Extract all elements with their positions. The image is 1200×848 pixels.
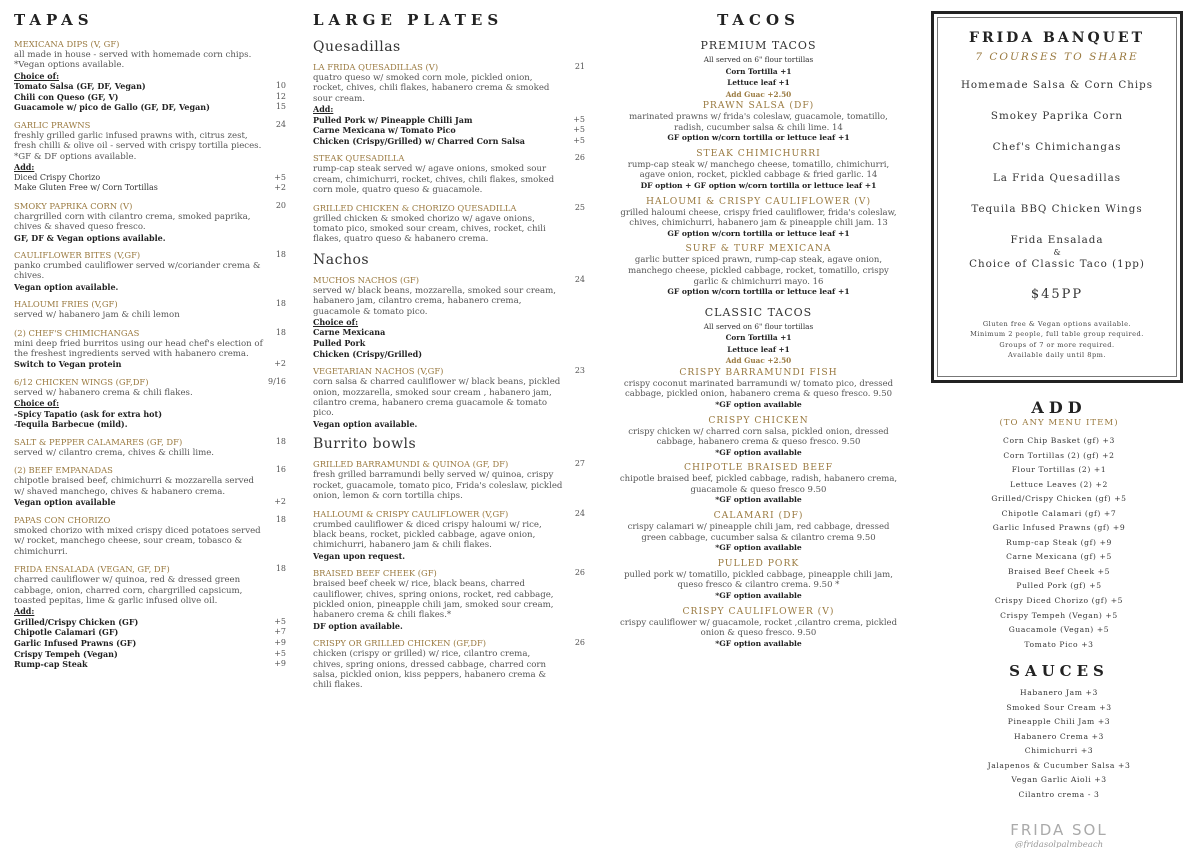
addon-row <box>14 497 286 508</box>
addon-label: Diced Crispy Chorizo <box>14 172 101 182</box>
item-name: STEAK QUESADILLA <box>313 153 405 164</box>
addon-price: +2 <box>274 183 286 193</box>
item-price: 26 <box>574 638 585 648</box>
addon-label: Make Gluten Free w/ Corn Tortillas <box>14 183 158 193</box>
addon-label: Guacamole w/ pico de Gallo (GF, DF, Vegan) <box>14 102 210 113</box>
tapas-heading: TAPAS <box>14 11 94 29</box>
addon-row <box>14 419 286 430</box>
item-description: chipotle braised beef, chimichurri & mozzarella served w/ shaved manchego, chives & habanero crema. <box>14 476 255 497</box>
taco-option: *GF option available <box>715 399 802 409</box>
item-name: CRISPY OR GRILLED CHICKEN (GF,DF) <box>313 638 487 649</box>
taco-name: PULLED PORK <box>717 557 800 569</box>
frida-sol-logo: FRIDA SOL <box>1010 820 1108 839</box>
taco-name: HALOUMI & CRISPY CAULIFLOWER (V) <box>645 195 872 207</box>
quesadillas-heading: Quesadillas <box>313 39 401 55</box>
banquet-note-line: Minimum 2 people, full table group required. <box>970 330 1144 339</box>
item-options-label: Choice of: <box>14 398 60 409</box>
add-item: Chipotle Calamari (gf) +7 <box>1001 508 1117 518</box>
taco-info-line: All served on 6" flour tortillas <box>703 321 814 331</box>
add-item: Crispy Tempeh (Vegan) +5 <box>1000 610 1118 620</box>
banquet-notes <box>938 319 1176 361</box>
item-description: served w/ habanero crema & chili flakes. <box>14 388 193 399</box>
menu-item <box>313 568 585 631</box>
banquet-last-course: Choice of Classic Taco (1pp) <box>969 258 1145 270</box>
item-price: 26 <box>574 568 585 578</box>
item-name: CAULIFLOWER BITES (V,GF) <box>14 250 141 261</box>
addon-price: +5 <box>573 114 585 124</box>
taco-option: *GF option available <box>715 638 802 648</box>
menu-item <box>313 62 585 146</box>
item-price: 24 <box>275 120 286 129</box>
item-name: SMOKY PAPRIKA CORN (V) <box>14 200 133 211</box>
menu-item <box>313 509 585 562</box>
item-description: all made in house - served with homemade corn chips. *Vegan options available. <box>14 50 252 71</box>
addon-price: +5 <box>274 172 286 182</box>
item-description: freshly grilled garlic infused prawns with, citrus zest, fresh chilli & olive oil - served with crispy tortilla pieces. *GF & DF options available. <box>14 131 262 162</box>
tapas-list <box>14 39 286 670</box>
taco-description: crispy coconut marinated barramundi w/ tomato pico, dressed cabbage, pickled onion, habanero crema & queso fresco. 9.50 <box>623 378 894 400</box>
taco-item <box>617 606 900 650</box>
burrito-bowls-heading: Burrito bowls <box>313 436 417 453</box>
taco-name: CRISPY BARRAMUNDI FISH <box>679 366 838 378</box>
addon-price: +2 <box>274 359 286 369</box>
addon-row <box>313 327 585 338</box>
addon-label: Garlic Infused Prawns (GF) <box>14 637 137 648</box>
taco-item <box>617 196 900 240</box>
addon-price: +5 <box>573 125 585 135</box>
taco-item <box>617 100 900 144</box>
addon-row <box>14 617 286 628</box>
item-description: crumbed cauliflower & diced crispy haloumi w/ rice, black beans, rocket, pickled cabbage, agave onion, chimichurri, habanero jam & chili flakes. <box>313 519 542 551</box>
taco-description: marinated prawns w/ frida's coleslaw, guacamole, tomatillo, radish, cucumber salsa & chili lime. 14 <box>629 112 888 133</box>
taco-option: *GF option available <box>715 495 802 505</box>
addon-label: Pulled Pork w/ Pineapple Chilli Jam <box>313 114 473 125</box>
sauces-list <box>930 686 1188 802</box>
item-note: Vegan upon request. <box>313 550 406 561</box>
item-options-label: Choice of: <box>313 317 359 328</box>
taco-name: CHIPOTLE BRAISED BEEF <box>683 462 833 474</box>
taco-description: rump-cap steak w/ manchego cheese, tomatillo, chimichurri, agave onion, rocket, pickled cabbage & fried garlic. 14 <box>627 159 890 181</box>
taco-item <box>617 148 900 192</box>
sauce-item: Chimichurri +3 <box>1024 746 1094 756</box>
frida-banquet-box <box>931 11 1183 383</box>
add-item: Crispy Diced Chorizo (gf) +5 <box>994 596 1124 606</box>
add-item: Carne Mexicana (gf) +5 <box>1006 552 1112 562</box>
item-name: 6/12 CHICKEN WINGS (GF,DF) <box>14 377 149 388</box>
banquet-course: La Frida Quesadillas <box>992 172 1122 184</box>
premium-tacos-heading: PREMIUM TACOS <box>700 39 817 52</box>
addon-price: +7 <box>274 627 286 637</box>
taco-description: crispy calamari w/ pineapple chili jam, red cabbage, dressed green cabbage, cucumber salsa & cilantro crema 9.50 <box>627 522 890 543</box>
item-note: Vegan option available. <box>313 418 418 429</box>
item-price: 21 <box>574 62 585 71</box>
item-name: HALLOUMI & CRISPY CAULIFLOWER (V,GF) <box>313 508 509 519</box>
item-description: quatro queso w/ smoked corn mole, pickled onion, rocket, chives, chili flakes, habanero crema & smoked sour cream. <box>313 73 550 104</box>
taco-item <box>617 510 900 554</box>
menu-item <box>14 328 286 370</box>
banquet-note-line: Gluten free & Vegan options available. <box>982 320 1132 328</box>
tacos-heading: TACOS <box>717 11 800 29</box>
taco-info-line: Lettuce leaf +1 <box>727 344 790 354</box>
addon-row <box>14 183 286 194</box>
menu-item <box>313 153 585 195</box>
item-price: 18 <box>275 327 286 337</box>
addon-label: -Spicy Tapatio (ask for extra hot) <box>14 408 162 419</box>
menu-item <box>14 299 286 320</box>
addon-row <box>313 136 585 147</box>
nachos-list <box>313 275 585 429</box>
classic-tacos-list <box>617 367 900 650</box>
item-description: charred cauliflower w/ quinoa, red & dressed green cabbage, onion, charred corn, chargrilled capsicum, toasted pepitas, lime & garlic infused olive oil. <box>14 575 243 606</box>
item-price: 24 <box>574 274 585 284</box>
add-item: Tomato Pico +3 <box>1024 639 1094 649</box>
item-description: smoked chorizo with mixed crispy diced potatoes served w/ rocket, manchego cheese, sour cream, tobasco & chimichurri. <box>14 525 261 557</box>
addon-label: Rump-cap Steak <box>14 659 88 670</box>
add-item: Corn Tortillas (2) (gf) +2 <box>1003 450 1115 460</box>
taco-description: crispy cauliflower w/ guacamole, rocket ,cilantro crema, pickled onion & queso fresco. 9.50 <box>619 617 898 639</box>
add-subheading: (TO ANY MENU ITEM) <box>999 418 1119 428</box>
addon-row <box>313 125 585 136</box>
addon-row <box>14 102 286 113</box>
menu-item <box>313 366 585 429</box>
banquet-title: FRIDA BANQUET <box>969 30 1145 46</box>
taco-item <box>617 462 900 506</box>
item-name: MUCHOS NACHOS (GF) <box>313 274 420 285</box>
taco-name: STEAK CHIMICHURRI <box>696 147 821 159</box>
taco-item <box>617 243 900 297</box>
addon-label: Switch to Vegan protein <box>14 359 122 370</box>
add-item: Pulled Pork (gf) +5 <box>1016 581 1102 591</box>
item-price: 18 <box>275 437 286 447</box>
right-column <box>930 0 1188 848</box>
item-description: served w/ cilantro crema, chives & chilli lime. <box>14 448 215 459</box>
taco-info-line: Corn Tortilla +1 <box>725 66 792 76</box>
add-item: Rump-cap Steak (gf) +9 <box>1006 537 1112 547</box>
item-description: grilled chicken & smoked chorizo w/ agave onions, tomato pico, smoked sour cream, chives, rocket, chili flakes, quatro queso & habanero crema. <box>313 213 546 245</box>
item-name: (2) BEEF EMPANADAS <box>14 465 113 476</box>
taco-option: *GF option available <box>715 591 802 601</box>
addon-row <box>14 92 286 103</box>
add-item: Garlic Infused Prawns (gf) +9 <box>992 523 1126 533</box>
large-plates-heading: LARGE PLATES <box>313 11 504 29</box>
menu-item <box>14 377 286 430</box>
item-price: 18 <box>275 299 286 309</box>
item-options-label: Add: <box>14 162 35 173</box>
taco-info-line: All served on 6" flour tortillas <box>703 55 814 64</box>
taco-description: grilled haloumi cheese, crispy fried cauliflower, frida's coleslaw, chives, chimichurri, habanero jam & pineapple chili jam. 13 <box>620 207 897 229</box>
item-options-label: Add: <box>14 606 35 617</box>
item-price: 18 <box>275 250 286 260</box>
banquet-course: Smokey Paprika Corn <box>990 110 1124 122</box>
sauce-item: Habanero Crema +3 <box>1013 731 1104 741</box>
addon-row <box>14 638 286 649</box>
menu-item <box>14 437 286 458</box>
taco-option: GF option w/corn tortilla or lettuce leaf +1 <box>667 287 850 297</box>
taco-description: crispy chicken w/ charred corn salsa, pickled onion, dressed cabbage, habanero crema & queso fresco. 9.50 <box>628 426 889 448</box>
taco-option: DF option + GF option w/corn tortilla or lettuce leaf +1 <box>640 180 877 190</box>
addon-label: Pulled Pork <box>313 338 366 349</box>
item-price: 23 <box>574 366 585 376</box>
add-item: Corn Chip Basket (gf) +3 <box>1003 436 1115 445</box>
item-price: 25 <box>574 202 585 212</box>
menu-item <box>14 564 286 670</box>
taco-name: PRAWN SALSA (DF) <box>702 100 815 111</box>
menu-item <box>14 515 286 557</box>
item-price: 16 <box>275 465 286 475</box>
taco-name: CRISPY CHICKEN <box>708 414 809 426</box>
item-options-label: Choice of: <box>14 70 60 81</box>
item-price: 9/16 <box>268 377 286 387</box>
addon-row <box>14 409 286 420</box>
item-description: chargrilled corn with cilantro crema, smoked paprika, chives & shaved queso fresco. <box>14 211 251 233</box>
add-item: Braised Beef Cheek +5 <box>1007 566 1111 576</box>
banquet-note-line: Available daily until 8pm. <box>1007 351 1107 360</box>
addon-price: 10 <box>275 81 286 91</box>
item-description: corn salsa & charred cauliflower w/ black beans, pickled onion, mozzarella, smoked sour cream , habanero jam, cilantro crema, habanero crema guacamole & tomato pico. <box>313 377 561 419</box>
item-price: 24 <box>574 508 585 518</box>
banquet-course: Frida Ensalada <box>1010 234 1104 246</box>
item-name: (2) CHEF'S CHIMICHANGAS <box>14 327 140 338</box>
classic-tacos-heading: CLASSIC TACOS <box>704 305 813 319</box>
add-item: Guacamole (Vegan) +5 <box>1008 625 1110 635</box>
item-note: GF, DF & Vegan options available. <box>14 232 166 243</box>
menu-item <box>14 465 286 507</box>
addon-price: 15 <box>275 102 286 112</box>
addon-label: Carne Mexicana w/ Tomato Pico <box>313 125 456 136</box>
addon-price: +5 <box>274 616 286 626</box>
taco-info-line: Lettuce leaf +1 <box>727 78 790 87</box>
item-description: chicken (crispy or grilled) w/ rice, cilantro crema, chives, spring onions, dressed cabbage, charred corn salsa, pickled onion, kiss peppers, habanero crema & chili flakes. <box>313 649 547 691</box>
item-name: BRAISED BEEF CHEEK (GF) <box>313 568 437 579</box>
banquet-course: Homemade Salsa & Corn Chips <box>960 79 1154 91</box>
addon-price: +9 <box>274 659 286 669</box>
taco-description: pulled pork w/ tomatillo, pickled cabbage, pineapple chili jam, queso fresco & cilantro crema. 9.50 * <box>624 569 893 591</box>
taco-option: *GF option available <box>715 543 802 553</box>
addon-label: Chicken (Crispy/Grilled) w/ Charred Corn Salsa <box>313 135 525 146</box>
item-price: 18 <box>275 564 286 574</box>
taco-info-line: Add Guac +2.50 <box>725 89 792 99</box>
menu-item <box>313 638 585 691</box>
addon-label: Vegan option available <box>14 497 116 508</box>
menu-item <box>14 250 286 292</box>
addon-row <box>313 338 585 349</box>
menu-item <box>14 201 286 243</box>
addon-label: Tomato Salsa (GF, DF, Vegan) <box>14 81 146 92</box>
addon-row <box>14 659 286 670</box>
item-name: LA FRIDA QUESADILLAS (V) <box>313 62 439 72</box>
item-name: FRIDA ENSALADA (VEGAN, GF, DF) <box>14 564 170 575</box>
addon-label: Grilled/Crispy Chicken (GF) <box>14 616 139 627</box>
large-plates-column <box>313 0 585 848</box>
sauce-item: Jalapenos & Cucumber Salsa +3 <box>987 760 1131 770</box>
add-item: Flour Tortillas (2) +1 <box>1011 465 1107 475</box>
taco-description: garlic butter spiced prawn, rump-cap steak, agave onion, manchego cheese, pickled cabbage, rocket, tomatillo, crispy garlic & chimichurri mayo. 16 <box>628 255 889 287</box>
premium-tacos-list <box>617 100 900 298</box>
addon-price: +9 <box>274 637 286 647</box>
tacos-column <box>617 0 900 848</box>
item-name: PAPAS CON CHORIZO <box>14 514 111 525</box>
addon-label: -Tequila Barbecue (mild). <box>14 419 128 430</box>
banquet-course: Tequila BBQ Chicken Wings <box>971 203 1143 215</box>
item-price: 18 <box>275 514 286 524</box>
sauce-item: Pineapple Chili Jam +3 <box>1007 717 1111 727</box>
item-price: 27 <box>574 459 585 469</box>
item-name: GRILLED BARRAMUNDI & QUINOA (GF, DF) <box>313 459 509 470</box>
burrito-bowls-list <box>313 459 585 691</box>
item-name: SALT & PEPPER CALAMARES (GF, DF) <box>14 437 183 448</box>
addon-price: 12 <box>275 91 286 101</box>
item-name: MEXICANA DIPS (V, GF) <box>14 39 120 49</box>
taco-name: CRISPY CAULIFLOWER (V) <box>682 605 835 617</box>
item-description: fresh grilled barramundi belly served w/ quinoa, crispy rocket, guacamole, tomato pico, Frida's coleslaw, pickled onion, lemon & corn tortilla chips. <box>313 470 563 502</box>
addon-label: Carne Mexicana <box>313 327 386 338</box>
tapas-column <box>14 0 286 848</box>
nachos-heading: Nachos <box>313 251 370 268</box>
item-description: served w/ habanero jam & chili lemon <box>14 310 180 321</box>
banquet-subtitle: 7 COURSES TO SHARE <box>975 51 1139 63</box>
taco-option: GF option w/corn tortilla or lettuce leaf +1 <box>667 228 850 238</box>
addon-price: +2 <box>274 497 286 507</box>
taco-description: chipotle braised beef, pickled cabbage, radish, habanero crema, guacamole & queso fresco 9.50 <box>619 474 898 495</box>
taco-info-line: Add Guac +2.50 <box>725 356 792 366</box>
sauce-item: Vegan Garlic Aioli +3 <box>1011 775 1107 785</box>
item-name: VEGETARIAN NACHOS (V,GF) <box>313 366 444 377</box>
taco-item <box>617 558 900 602</box>
item-note: DF option available. <box>313 620 403 631</box>
taco-name: CALAMARI (DF) <box>713 510 804 522</box>
item-description: served w/ black beans, mozzarella, smoked sour cream, habanero jam, cilantro crema, habanero crema, guacamole & tomato pico. <box>313 285 557 317</box>
banquet-price: $45PP <box>1030 287 1084 302</box>
quesadillas-list <box>313 62 585 245</box>
addon-label: Crispy Tempeh (Vegan) <box>14 648 118 659</box>
addon-label: Chipotle Calamari (GF) <box>14 627 119 638</box>
add-heading: ADD <box>1031 398 1087 417</box>
menu-item <box>313 275 585 359</box>
premium-tacos-info <box>617 54 900 100</box>
item-options-label: Add: <box>313 104 334 115</box>
menu-item <box>313 203 585 245</box>
sauce-item: Smoked Sour Cream +3 <box>1006 702 1112 712</box>
taco-info-line: Corn Tortilla +1 <box>725 333 792 343</box>
menu-item <box>313 459 585 501</box>
add-list <box>930 434 1188 652</box>
item-description: panko crumbed cauliflower served w/coriander crema & chives. <box>14 261 261 282</box>
addon-row <box>14 649 286 660</box>
social-handle: @fridasolpalmbeach <box>1014 839 1104 848</box>
item-name: GRILLED CHICKEN & CHORIZO QUESADILLA <box>313 202 517 213</box>
sauce-item: Cilantro crema - 3 <box>1018 790 1100 800</box>
item-note: Vegan option available. <box>14 281 119 292</box>
item-description: braised beef cheek w/ rice, black beans, charred cauliflower, chives, spring onions, rocket, red cabbage, pickled onion, pineapple chili jam, smoked sour cream, habanero crema & chili flakes.* <box>313 579 554 621</box>
item-description: mini deep fried burritos using our head chef's election of the freshest ingredients served with habanero crema. <box>14 338 263 360</box>
classic-tacos-info <box>617 321 900 367</box>
taco-option: *GF option available <box>715 447 802 457</box>
taco-item <box>617 415 900 459</box>
addon-price: +5 <box>274 648 286 658</box>
addon-label: Chicken (Crispy/Grilled) <box>313 348 423 359</box>
taco-item <box>617 367 900 411</box>
item-price: 20 <box>275 200 286 210</box>
addon-price: +5 <box>573 135 585 145</box>
taco-name: SURF & TURF MEXICANA <box>685 243 832 255</box>
menu-item <box>14 39 286 113</box>
add-item: Grilled/Crispy Chicken (gf) +5 <box>991 494 1127 504</box>
addon-label: Chili con Queso (GF, V) <box>14 91 119 102</box>
addon-row <box>14 359 286 370</box>
banquet-ampersand: & <box>1053 248 1061 257</box>
banquet-note-line: Groups of 7 or more required. <box>999 340 1115 349</box>
menu-item <box>14 120 286 194</box>
item-description: rump-cap steak served w/ agave onions, smoked sour cream, chimichurri, rocket, chives, chili flakes, smoked corn mole, quatro queso & guacamole. <box>313 164 555 196</box>
addon-row <box>14 173 286 184</box>
sauce-item: Habanero Jam +3 <box>1020 688 1098 698</box>
addon-row <box>14 81 286 92</box>
addon-row <box>313 349 585 360</box>
banquet-course: Chef's Chimichangas <box>992 141 1122 153</box>
banquet-courses <box>938 79 1176 246</box>
item-name: HALOUMI FRIES (V,GF) <box>14 299 118 310</box>
add-item: Lettuce Leaves (2) +2 <box>1010 479 1108 489</box>
addon-row <box>14 627 286 638</box>
sauces-heading: SAUCES <box>1009 662 1109 681</box>
taco-option: GF option w/corn tortilla or lettuce leaf +1 <box>667 133 850 143</box>
item-name: GARLIC PRAWNS <box>14 120 91 130</box>
banquet-inner-border <box>937 17 1177 377</box>
item-price: 26 <box>574 153 585 163</box>
addon-row <box>313 115 585 126</box>
